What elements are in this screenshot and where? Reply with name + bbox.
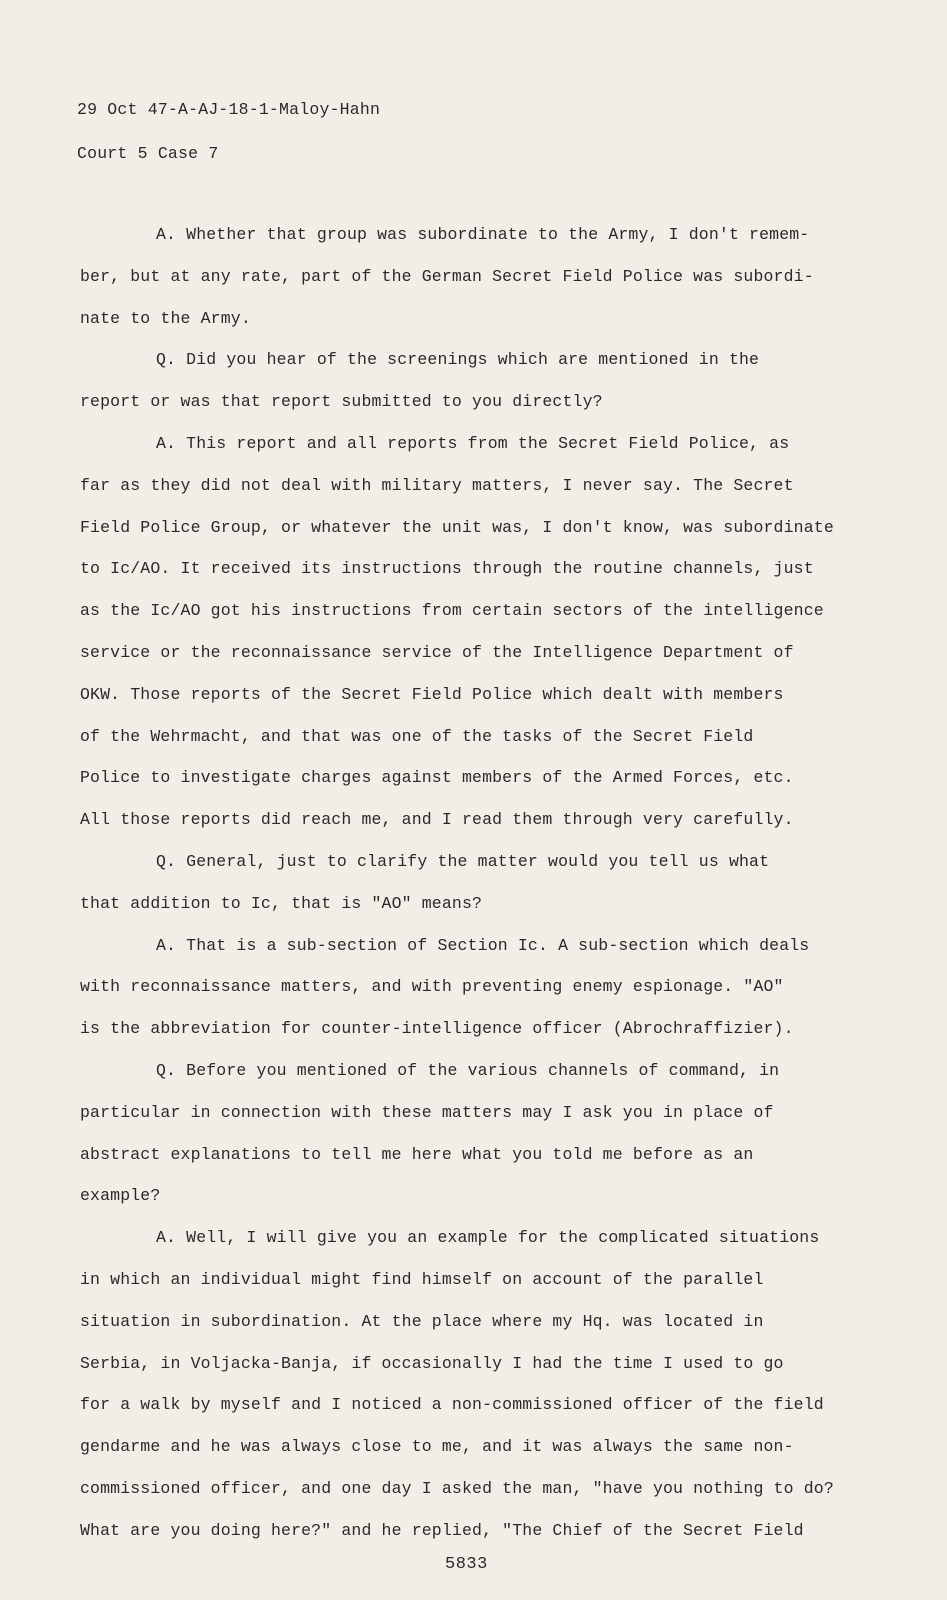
transcript-line: situation in subordination. At the place where my Hq. was located in (80, 1311, 764, 1331)
transcript-line: A. Whether that group was subordinate to the Army, I don't remem- (156, 225, 810, 244)
transcript-line: is the abbreviation for counter-intelligence officer (Abrochraffizier). (80, 1019, 794, 1039)
transcript-line: ber, but at any rate, part of the German Secret Field Police was subordi- (80, 266, 814, 286)
transcript-line: to Ic/AO. It received its instructions through the routine channels, just (80, 559, 814, 579)
transcript-line: of the Wehrmacht, and that was one of the tasks of the Secret Field (80, 726, 754, 746)
transcript-line: report or was that report submitted to you directly? (80, 392, 603, 412)
transcript-line: in which an individual might find himself on account of the parallel (80, 1269, 764, 1289)
court-case-label: Court 5 Case 7 (77, 144, 219, 163)
transcript-line: for a walk by myself and I noticed a non-commissioned officer of the field (80, 1395, 824, 1415)
transcript-line: nate to the Army. (80, 308, 251, 328)
transcript-line: that addition to Ic, that is "AO" means? (80, 893, 483, 913)
transcript-line: commissioned officer, and one day I asked the man, "have you nothing to do? (80, 1478, 834, 1498)
transcript-line: far as they did not deal with military matters, I never say. The Secret (80, 475, 794, 495)
page-number: 5833 (445, 1555, 488, 1574)
transcript-body (80, 214, 850, 1552)
transcript-line: OKW. Those reports of the Secret Field Police which dealt with members (80, 684, 784, 704)
transcript-line: abstract explanations to tell me here what you told me before as an (80, 1144, 754, 1164)
transcript-line: Q. Did you hear of the screenings which are mentioned in the (156, 350, 760, 370)
transcript-line: Q. General, just to clarify the matter would you tell us what (156, 851, 770, 871)
transcript-line: What are you doing here?" and he replied, "The Chief of the Secret Field (80, 1520, 804, 1540)
transcript-line: A. That is a sub-section of Section Ic. A sub-section which deals (156, 935, 810, 955)
transcript-line: example? (80, 1186, 161, 1206)
transcript-line: with reconnaissance matters, and with preventing enemy espionage. "AO" (80, 977, 784, 997)
transcript-line: A. This report and all reports from the Secret Field Police, as (156, 433, 790, 453)
transcript-line: Field Police Group, or whatever the unit was, I don't know, was subordinate (80, 517, 834, 537)
transcript-line: Q. Before you mentioned of the various channels of command, in (156, 1060, 780, 1080)
transcript-line: A. Well, I will give you an example for the complicated situations (156, 1228, 820, 1248)
transcript-line: Serbia, in Voljacka-Banja, if occasionally I had the time I used to go (80, 1353, 784, 1373)
transcript-line: All those reports did reach me, and I read them through very carefully. (80, 810, 794, 830)
transcript-line: gendarme and he was always close to me, and it was always the same non- (80, 1437, 794, 1457)
transcript-line: Police to investigate charges against members of the Armed Forces, etc. (80, 768, 794, 788)
transcript-line: service or the reconnaissance service of the Intelligence Department of (80, 642, 794, 662)
transcript-line: particular in connection with these matters may I ask you in place of (80, 1102, 774, 1122)
document-reference: 29 Oct 47-A-AJ-18-1-Maloy-Hahn (77, 100, 381, 119)
transcript-line: as the Ic/AO got his instructions from certain sectors of the intelligence (80, 601, 824, 621)
